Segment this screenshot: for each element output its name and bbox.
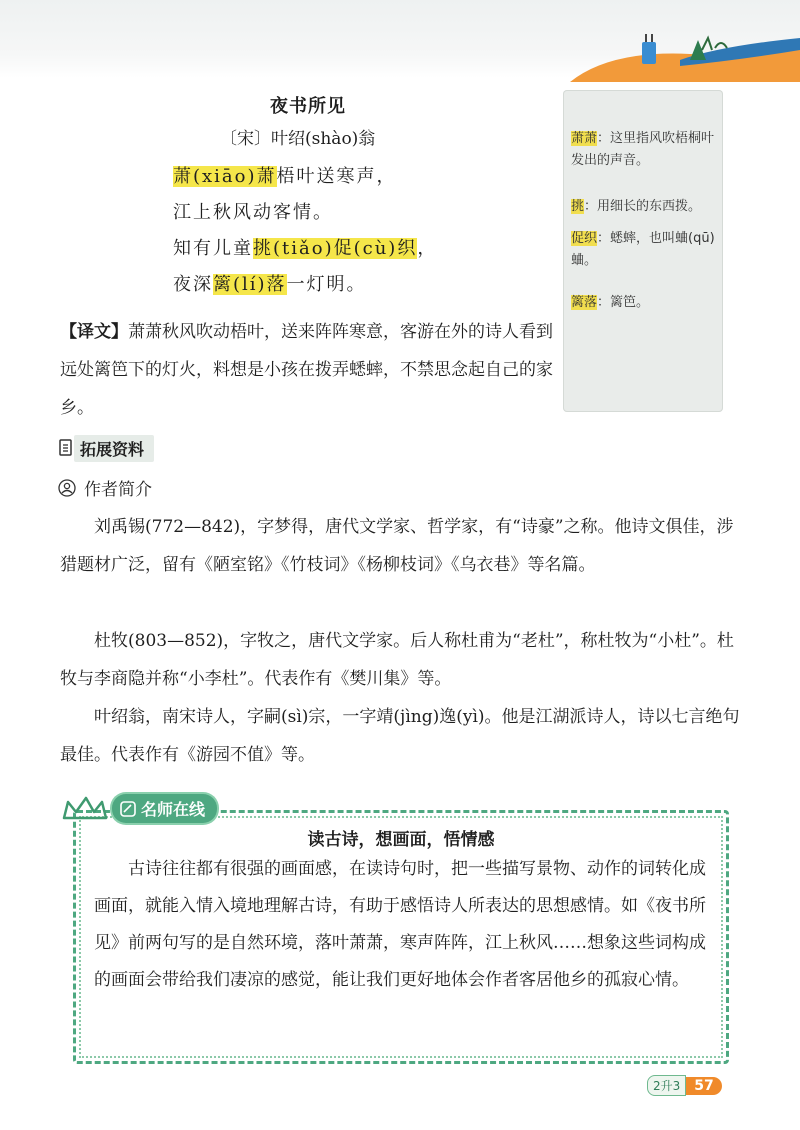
- translation: [60, 313, 558, 427]
- poem-line-4: [173, 270, 367, 296]
- decorative-landscape-icon: [570, 20, 800, 82]
- poem-line-text: 一灯明。: [286, 274, 367, 295]
- teacher-badge-label: 名师在线: [141, 800, 206, 819]
- bio-paragraph: 刘禹锡(772—842)，字梦得，唐代文学家、哲学家，有“诗豪”之称。他诗文俱佳，涉猎题材广泛，留有《陋室铭》《竹枝词》《杨柳枝词》《乌衣巷》等名篇。: [60, 517, 734, 575]
- author-intro-label: 作者简介: [84, 480, 152, 500]
- annotation-panel: [563, 90, 723, 412]
- note-term: 篱落: [571, 295, 598, 310]
- crown-icon: [60, 796, 112, 822]
- note-item: [571, 196, 719, 218]
- poem-line-text: 夜深: [173, 274, 213, 295]
- note-item: [571, 228, 719, 272]
- teacher-box-text: 古诗往往都有很强的画面感，在读诗句时，把一些描写景物、动作的词转化成画面，就能入情入境地理解古诗，有助于感悟诗人所表达的思想感情。如《夜书所见》前两句写的是自然环境，落叶萧萧，寒声阵阵，江上秋风……想象这些词构成的画面会带给我们凄凉的感觉，能让我们更好地体会作者客居他乡的孤寂心情。: [94, 859, 706, 990]
- poem-author: 〔宋〕叶绍(shào)翁: [220, 129, 376, 149]
- note-text: ：蟋蟀，也叫蛐(qū)蛐。: [571, 231, 715, 268]
- poem-line-1: [173, 162, 397, 188]
- note-text: ：这里指风吹梧桐叶发出的声音。: [571, 131, 715, 168]
- teacher-box-title: 读古诗，想画面，悟情感: [307, 830, 495, 850]
- document-icon: [58, 439, 74, 457]
- note-item: [571, 128, 719, 172]
- teacher-badge-pill: [112, 794, 217, 823]
- highlight-term: 萧(xiāo)萧: [173, 166, 277, 187]
- extension-heading: [58, 435, 154, 461]
- note-term: 挑: [571, 199, 585, 214]
- teacher-box: [73, 810, 729, 1064]
- poem-line-2: 江上秋风动客情。: [173, 202, 333, 223]
- poem-line-3: [173, 234, 437, 260]
- bio-paragraph: 叶绍翁，南宋诗人，字嗣(sì)宗，一字靖(jìng)逸(yì)。他是江湖派诗人，诗以七言绝句最佳。代表作有《游园不值》等。: [60, 707, 740, 765]
- highlight-term: 挑(tiǎo)促(cù)织: [253, 238, 418, 259]
- bio-paragraph: 杜牧(803—852)，字牧之，唐代文学家。后人称杜甫为“老杜”，称杜牧为“小杜”。杜牧与李商隐并称“小李杜”。代表作有《樊川集》等。: [60, 631, 734, 689]
- note-term: 促织: [571, 231, 598, 246]
- poem-line-text: 梧叶送寒声，: [276, 166, 397, 187]
- poem-title: 夜书所见: [270, 96, 346, 117]
- translation-label: 【译文】: [60, 322, 128, 342]
- teacher-badge: [60, 794, 217, 823]
- note-item: [571, 292, 719, 314]
- highlight-term: 篱(lí)落: [213, 274, 287, 295]
- poem-line-text: ，: [417, 238, 438, 259]
- page-number: [647, 1075, 722, 1096]
- poem-line-text: 知有儿童: [173, 238, 253, 259]
- author-intro-heading: [58, 475, 152, 500]
- note-text: ：篱笆。: [597, 295, 650, 310]
- person-icon: [58, 479, 76, 497]
- translation-text: 萧萧秋风吹动梧叶，送来阵阵寒意，客游在外的诗人看到远处篱笆下的灯火，料想是小孩在拨弄蟋蟀，不禁思念起自己的家乡。: [60, 322, 553, 418]
- page-number-value: 57: [686, 1077, 721, 1095]
- edit-icon: [120, 801, 136, 817]
- extension-heading-label: 拓展资料: [74, 435, 154, 462]
- grade-tag: 2升3: [647, 1075, 686, 1096]
- note-term: 萧萧: [571, 131, 598, 146]
- note-text: ：用细长的东西拨。: [584, 199, 702, 214]
